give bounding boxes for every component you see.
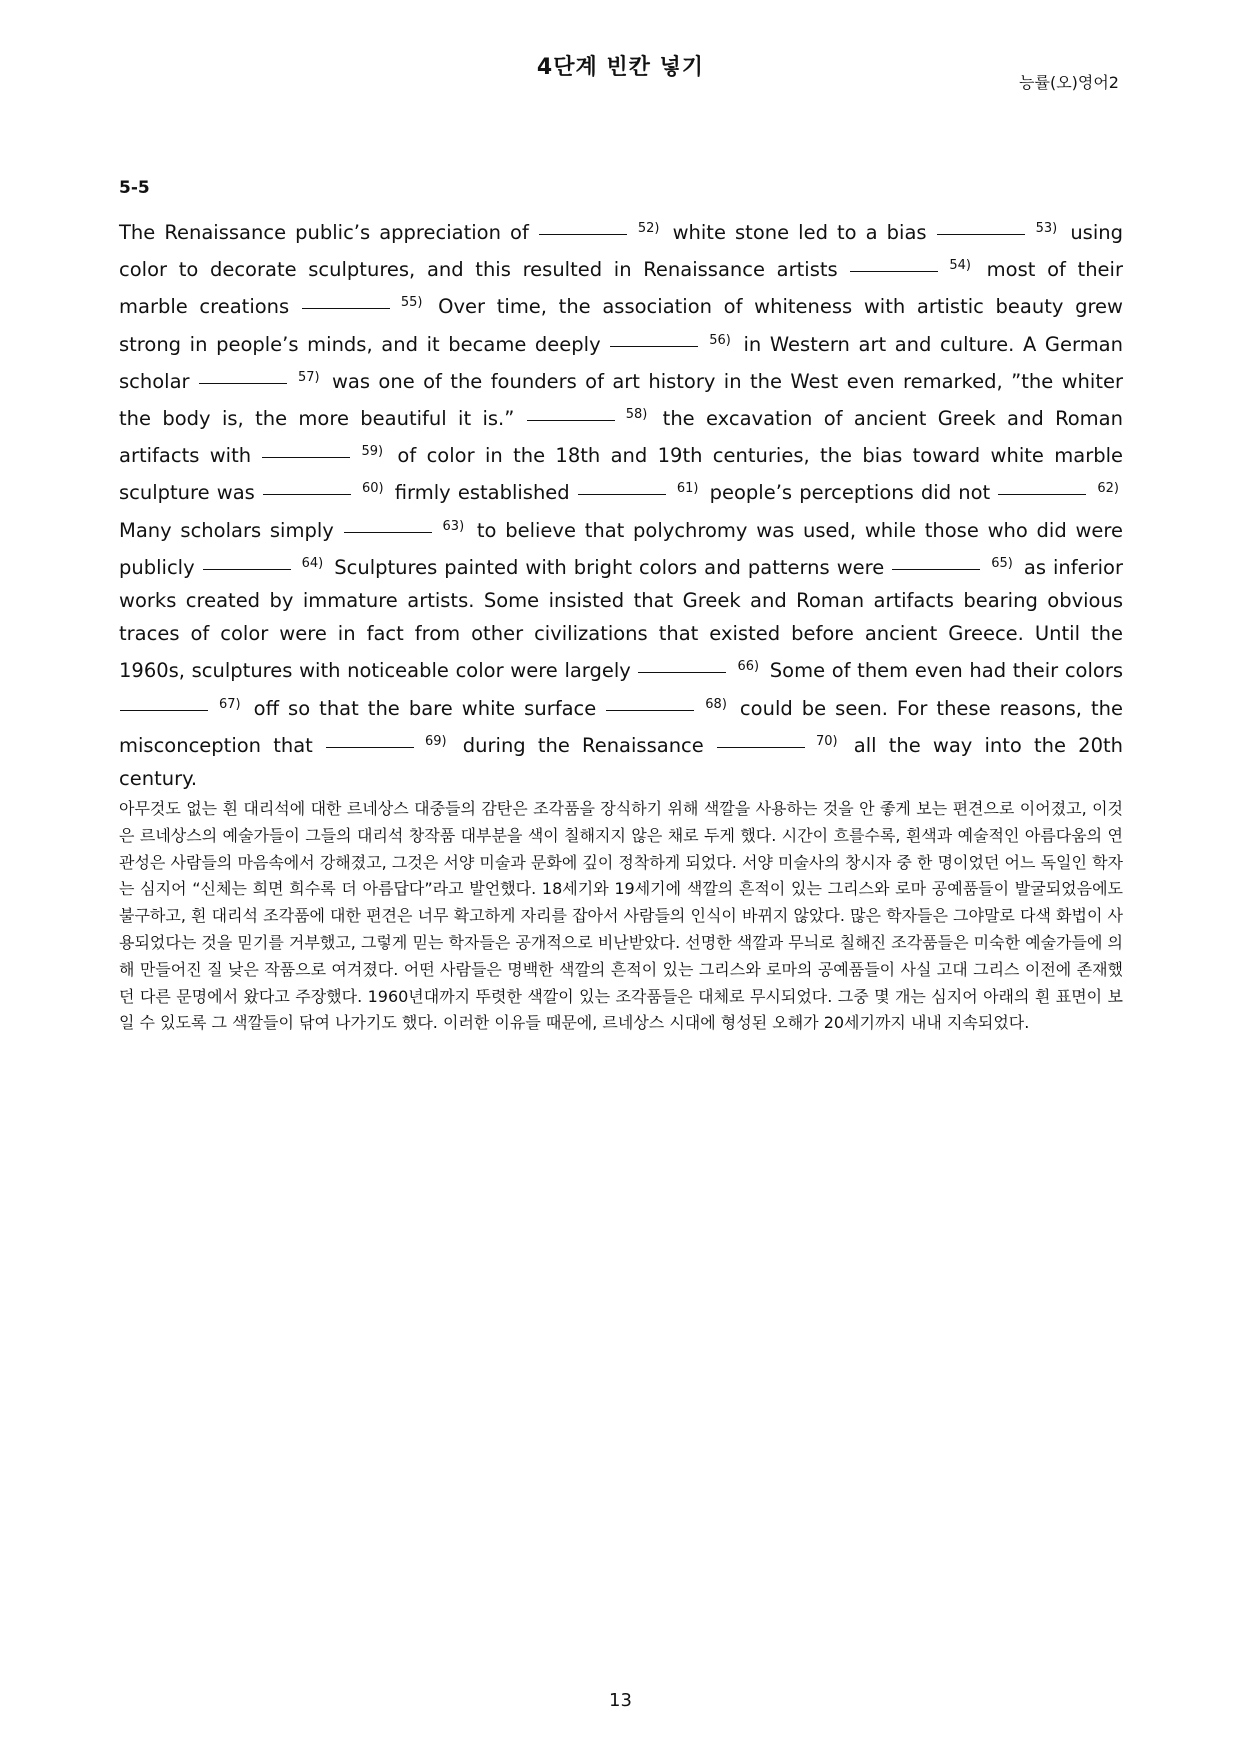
answer-blank[interactable] xyxy=(262,456,350,458)
answer-blank[interactable] xyxy=(610,345,698,347)
answer-blank[interactable] xyxy=(892,568,980,570)
answer-blank[interactable] xyxy=(120,709,208,711)
blank-number: 55) xyxy=(400,295,423,311)
blank-number: 54) xyxy=(949,258,971,274)
passage-text: all the way into the 20th century. xyxy=(119,733,1124,791)
passage-text: firmly established xyxy=(387,481,577,505)
korean-translation: 아무것도 없는 흰 대리석에 대한 르네상스 대중들의 감탄은 조각품을 장식하기 위해 색깔을 사용하는 것을 안 좋게 보는 편견으로 이어졌고, 이것은 르네상스의 예술가들이 그들의 대리석 창작품 대부분을 색이 칠해지지 않은 채로 두게 했다. 시간이 흐를수록, 흰색과 예술적인 아름다움의 연관성은 사람들의 마음속에서 강해졌고, 그것은 서양 미술과 문화에 깊이 정착하게 되었다. 서양 미술사의 창시자 중 한 명이었던 어느 독일인 학자는 심지어 “신체는 희면 희수록 더 아름답다”라고 발언했다. 18세기와 19세기에 색깔의 흔적이 있는 그리스와 로마 공예품들이 발굴되었음에도 불구하고, 흰 대리석 조각품에 대한 편견은 너무 확고하게 자리를 잡아서 사람들의 인식이 바뀌지 않았다. 많은 학자들은 그야말로 다색 화법이 사용되었다는 것을 믿기를 거부했고, 그렇게 믿는 학자들은 공개적으로 비난받았다. 선명한 색깔과 무늬로 칠해진 조각품들은 미숙한 예술가들에 의해 만들어진 질 낮은 작품으로 여겨졌다. 어떤 사람들은 명백한 색깔의 흔적이 있는 그리스와 로마의 공예품들이 사실 고대 그리스 이전에 존재했던 다른 문명에서 왔다고 주장했다. 1960년대까지 뚜렷한 색깔이 있는 조각품들은 대체로 무시되었다. 그중 몇 개는 심지어 아래의 흰 표면이 보일 수 있도록 그 색깔들이 닦여 나가기도 했다. 이러한 이유들 때문에, 르네상스 시대에 형성된 오해가 20세기까지 내내 지속되었다. xyxy=(119,799,1123,1033)
blank-number: 68) xyxy=(705,696,727,712)
passage-text: off so that the bare white surface xyxy=(244,696,606,720)
blank-number: 67) xyxy=(219,696,241,712)
passage-text: Some of them even had their colors xyxy=(763,659,1123,683)
blank-number: 57) xyxy=(297,369,320,385)
passage-text: as inferior works created by immature artists. Some insisted that Greek and Roman artifacts bearing obvious traces of color were in fact from other civilizations that existed before ancient Greece. Until the 1960s, sculptures with noticeable color were largely xyxy=(119,555,1124,683)
passage-text: of color in the 18th and 19th centuries, the bias toward white marble sculpture was xyxy=(119,444,1124,505)
answer-blank[interactable] xyxy=(527,419,615,421)
passage-text: The Renaissance public’s appreciation of xyxy=(119,221,538,244)
passage-text: using color to decorate sculptures, and this resulted in Renaissance artists xyxy=(119,221,1124,282)
section-label: 5-5 xyxy=(119,178,150,198)
blank-number: 66) xyxy=(737,659,760,675)
passage-text: Sculptures painted with bright colors and patterns were xyxy=(327,555,892,579)
answer-blank[interactable] xyxy=(606,709,694,711)
answer-blank[interactable] xyxy=(717,746,805,748)
blank-number: 53) xyxy=(1035,221,1058,236)
passage-text: most of their marble creations xyxy=(119,258,1123,319)
answer-blank[interactable] xyxy=(937,233,1025,235)
blank-number: 58) xyxy=(625,407,648,423)
answer-blank[interactable] xyxy=(199,382,287,384)
passage-text: Many scholars simply xyxy=(119,518,343,542)
blank-number: 59) xyxy=(361,444,384,460)
passage-text: to believe that polychromy was used, while those who did were publicly xyxy=(119,518,1123,579)
passage-text: could be seen. For these reasons, the misconception that xyxy=(119,696,1123,757)
blank-number: 62) xyxy=(1097,481,1119,497)
passage-text: white stone led to a bias xyxy=(663,221,936,244)
answer-blank[interactable] xyxy=(326,746,414,748)
page-title: 4단계 빈칸 넣기 xyxy=(536,55,705,80)
blank-number: 64) xyxy=(301,555,324,571)
answer-blank[interactable] xyxy=(850,270,938,272)
blank-number: 65) xyxy=(991,555,1013,571)
blank-number: 56) xyxy=(709,332,731,348)
answer-blank[interactable] xyxy=(302,307,390,309)
page-number: 13 xyxy=(609,1690,632,1711)
passage-text: during the Renaissance xyxy=(450,733,716,757)
subject-label: 능률(오)영어2 xyxy=(1019,73,1119,92)
blank-number: 70) xyxy=(815,733,838,749)
blank-number: 69) xyxy=(424,733,447,749)
passage-text: Over time, the association of whiteness with artistic beauty grew strong in people’s minds, and it became deeply xyxy=(119,295,1124,356)
blank-number: 61) xyxy=(676,481,699,497)
answer-blank[interactable] xyxy=(263,493,351,495)
answer-blank[interactable] xyxy=(344,531,432,533)
blank-number: 52) xyxy=(637,221,660,236)
passage-text: in Western art and culture. A German scholar xyxy=(119,332,1123,393)
answer-blank[interactable] xyxy=(578,493,666,495)
answer-blank[interactable] xyxy=(539,233,627,235)
answer-blank[interactable] xyxy=(203,568,291,570)
blank-number: 63) xyxy=(442,518,465,534)
answer-blank[interactable] xyxy=(998,493,1086,495)
answer-blank[interactable] xyxy=(638,671,726,673)
blank-number: 60) xyxy=(361,481,384,497)
english-passage xyxy=(119,212,1123,795)
passage-text: the excavation of ancient Greek and Roman artifacts with xyxy=(119,407,1123,468)
passage-text: people’s perceptions did not xyxy=(702,481,998,505)
passage-text: was one of the founders of art history in the West even remarked, ”the whiter the body is, the more beautiful it is.” xyxy=(119,369,1123,431)
